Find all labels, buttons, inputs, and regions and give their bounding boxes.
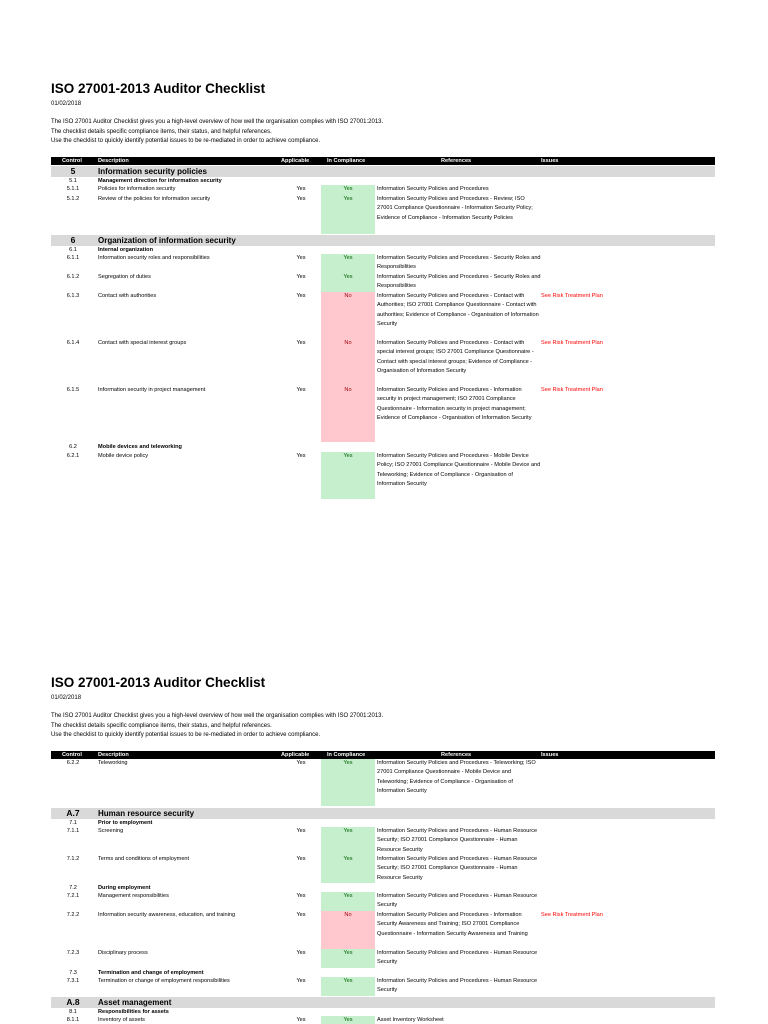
control-description: Information security roles and responsibilities	[98, 255, 210, 261]
subsection-number: 6.2	[69, 444, 77, 450]
header-references: References	[441, 751, 472, 758]
subsection-title: Termination and change of employment	[98, 970, 204, 976]
references-text: Information Security Policies and Procedures - Mobile Device Policy; ISO 27001 Compliance Questionnaire - Mobile Device and Teleworking; Evidence of Compliance - Organisation of Information Security	[377, 453, 541, 487]
compliance-status: Yes	[321, 855, 375, 883]
control-number: 7.2.1	[66, 893, 80, 899]
control-description: Segregation of duties	[98, 274, 151, 280]
control-description: Terms and conditions of employment	[98, 856, 190, 862]
references-text: Information Security Policies and Procedures - Security Roles and Responsibilities	[377, 274, 541, 290]
control-number: 8.1.1	[66, 1017, 80, 1023]
control-number: 6.1.4	[66, 340, 80, 346]
references-text: Information Security Policies and Procedures - Human Resource Security	[377, 893, 538, 909]
section-number: 5	[70, 166, 76, 176]
page-title: ISO 27001-2013 Auditor Checklist	[51, 675, 266, 690]
control-number: 6.2.1	[66, 453, 80, 459]
references-text: Information Security Policies and Procedures - Human Resource Security; ISO 27001 Compliance Questionnaire - Human Resource Security	[377, 828, 538, 853]
control-number: 5.1.2	[66, 196, 80, 202]
section-heading	[51, 997, 715, 1008]
header-applicable: Applicable	[281, 751, 310, 758]
subsection-title: Mobile devices and teleworking	[98, 444, 182, 450]
header-issues: Issues	[541, 157, 559, 164]
page-title: ISO 27001-2013 Auditor Checklist	[51, 81, 266, 96]
compliance-status: No	[321, 911, 375, 949]
table-row	[51, 977, 715, 996]
applicable-value: Yes	[296, 893, 306, 899]
section-title: Information security policies	[98, 167, 207, 176]
subsection-title: Prior to employment	[98, 820, 153, 826]
header-compliance: In Compliance	[327, 157, 366, 164]
subsection-number: 5.1	[69, 178, 77, 184]
control-description: Mobile device policy	[98, 453, 149, 459]
control-number: 7.2.3	[66, 950, 80, 956]
control-number: 6.1.5	[66, 387, 80, 393]
intro-line: Use the checklist to quickly identify potential issues to be re-mediated in order to achieve compliance.	[51, 732, 321, 739]
subsection-number: 7.2	[69, 885, 77, 891]
references-text: Asset Inventory Worksheet	[377, 1017, 444, 1023]
control-description: Inventory of assets	[98, 1017, 145, 1023]
references-text: Information Security Policies and Procedures - Human Resource Security; ISO 27001 Compliance Questionnaire - Human Resource Security	[377, 856, 538, 881]
applicable-value: Yes	[296, 186, 306, 192]
compliance-status: Yes	[321, 185, 375, 195]
subsection-number: 7.3	[69, 970, 77, 976]
issues-text: See Risk Treatment Plan	[541, 912, 603, 918]
compliance-status: Yes	[321, 195, 375, 234]
control-number: 7.2.2	[66, 912, 80, 918]
compliance-status: Yes	[321, 273, 375, 292]
document-date: 01/02/2018	[51, 695, 82, 701]
subsection-title: During employment	[98, 885, 151, 891]
intro-line: The checklist details specific compliance items, their status, and helpful references.	[51, 128, 272, 135]
table-row	[51, 949, 715, 968]
references-text: Information Security Policies and Procedures - Security Roles and Responsibilities	[377, 255, 541, 271]
subsection-title: Internal organization	[98, 247, 154, 253]
subsection-number: 8.1	[69, 1009, 77, 1015]
compliance-status: Yes	[321, 892, 375, 911]
control-number: 6.1.1	[66, 255, 80, 261]
compliance-status: Yes	[321, 759, 375, 806]
section-number: 6	[70, 235, 76, 245]
applicable-value: Yes	[296, 293, 306, 299]
applicable-value: Yes	[296, 856, 306, 862]
references-text: Information Security Policies and Procedures - Information Security Awareness and Training; ISO 27001 Compliance Questionnaire - Information Security Awareness and Training	[377, 912, 528, 937]
control-number: 6.2.2	[66, 760, 80, 766]
section-title: Organization of information security	[98, 236, 236, 245]
table-row	[51, 1016, 715, 1024]
compliance-status: Yes	[321, 827, 375, 855]
control-description: Screening	[98, 828, 124, 834]
section-number: A.8	[66, 997, 80, 1007]
references-text: Information Security Policies and Procedures - Contact with Authorities; ISO 27001 Compliance Questionnaire - Contact with authorities; Evidence of Compliance - Organisation of Information Security	[377, 293, 539, 327]
references-text: Information Security Policies and Procedures - Contact with special interest groups; ISO 27001 Compliance Questionnaire - Contact with special interest groups; Evidence of Compliance - Organisation of Information Security	[377, 340, 534, 374]
applicable-value: Yes	[296, 196, 306, 202]
document-date: 01/02/2018	[51, 101, 82, 107]
references-text: Information Security Policies and Procedures	[377, 186, 489, 192]
compliance-status: No	[321, 386, 375, 442]
intro-text	[51, 712, 383, 741]
table-row	[51, 759, 715, 806]
header-control: Control	[62, 157, 82, 164]
compliance-status: No	[321, 292, 375, 339]
subsection-title: Responsibilities for assets	[98, 1009, 169, 1015]
applicable-value: Yes	[296, 387, 306, 393]
compliance-status: No	[321, 339, 375, 386]
intro-line: The ISO 27001 Auditor Checklist gives you a high-level overview of how well the organisation complies with ISO 27001:2013.	[51, 713, 384, 719]
compliance-status: Yes	[321, 1016, 375, 1024]
control-description: Contact with special interest groups	[98, 340, 187, 346]
control-description: Management responsibilities	[98, 893, 169, 899]
applicable-value: Yes	[296, 950, 306, 956]
issues-text: See Risk Treatment Plan	[541, 387, 603, 393]
header-compliance: In Compliance	[327, 751, 366, 758]
control-description: Termination or change of employment responsibilities	[98, 978, 230, 984]
applicable-value: Yes	[296, 760, 306, 766]
header-control: Control	[62, 751, 82, 758]
control-number: 6.1.3	[66, 293, 80, 299]
references-text: Information Security Policies and Procedures - Review; ISO 27001 Compliance Questionnaire - Information Security Policy; Evidence of Compliance - Information Security Policies	[377, 196, 533, 221]
section-title: Human resource security	[98, 809, 195, 818]
header-description: Description	[98, 751, 129, 758]
applicable-value: Yes	[296, 828, 306, 834]
subsection-title: Management direction for information security	[98, 178, 222, 184]
compliance-status: Yes	[321, 452, 375, 499]
control-description: Teleworking	[98, 760, 128, 766]
issues-text: See Risk Treatment Plan	[541, 340, 603, 346]
intro-line: Use the checklist to quickly identify potential issues to be re-mediated in order to achieve compliance.	[51, 138, 321, 145]
subsection-number: 7.1	[69, 820, 77, 826]
compliance-status: Yes	[321, 949, 375, 968]
control-description: Contact with authorities	[98, 293, 157, 299]
control-description: Disciplinary process	[98, 950, 148, 956]
control-description: Policies for information security	[98, 186, 176, 192]
control-number: 5.1.1	[66, 186, 80, 192]
section-heading	[51, 808, 715, 819]
applicable-value: Yes	[296, 340, 306, 346]
applicable-value: Yes	[296, 978, 306, 984]
table-row	[51, 827, 715, 855]
control-number: 6.1.2	[66, 274, 80, 280]
control-description: Information security in project management	[98, 387, 206, 393]
intro-line: The ISO 27001 Auditor Checklist gives you a high-level overview of how well the organisation complies with ISO 27001:2013.	[51, 119, 384, 125]
control-number: 7.1.2	[66, 856, 80, 862]
control-description: Review of the policies for information security	[98, 196, 211, 202]
header-applicable: Applicable	[281, 157, 310, 164]
references-text: Information Security Policies and Procedures - Information security in project management; ISO 27001 Compliance Questionnaire - Information security in project management; Evidence of Compliance - Organisation of Information Security	[377, 387, 532, 421]
applicable-value: Yes	[296, 453, 306, 459]
references-text: Information Security Policies and Procedures - Teleworking; ISO 27001 Compliance Questionnaire - Mobile Device and Teleworking; Evidence of Compliance - Organisation of Information Security	[377, 760, 536, 794]
section-number: A.7	[66, 808, 80, 818]
control-number: 7.3.1	[66, 978, 80, 984]
subsection-number: 6.1	[69, 247, 77, 253]
compliance-status: Yes	[321, 254, 375, 273]
applicable-value: Yes	[296, 912, 306, 918]
control-number: 7.1.1	[66, 828, 80, 834]
applicable-value: Yes	[296, 274, 306, 280]
header-description: Description	[98, 157, 129, 164]
issues-text: See Risk Treatment Plan	[541, 293, 603, 299]
header-references: References	[441, 157, 472, 164]
references-text: Information Security Policies and Procedures - Human Resource Security	[377, 978, 538, 994]
compliance-status: Yes	[321, 977, 375, 996]
table-row	[51, 855, 715, 883]
table-row	[51, 911, 715, 949]
applicable-value: Yes	[296, 1017, 306, 1023]
applicable-value: Yes	[296, 255, 306, 261]
intro-line: The checklist details specific compliance items, their status, and helpful references.	[51, 722, 272, 729]
table-row	[51, 892, 715, 911]
section-title: Asset management	[98, 998, 172, 1007]
table-header	[51, 751, 715, 759]
control-description: Information security awareness, education, and training	[98, 912, 236, 918]
header-issues: Issues	[541, 751, 559, 758]
references-text: Information Security Policies and Procedures - Human Resource Security	[377, 950, 538, 966]
